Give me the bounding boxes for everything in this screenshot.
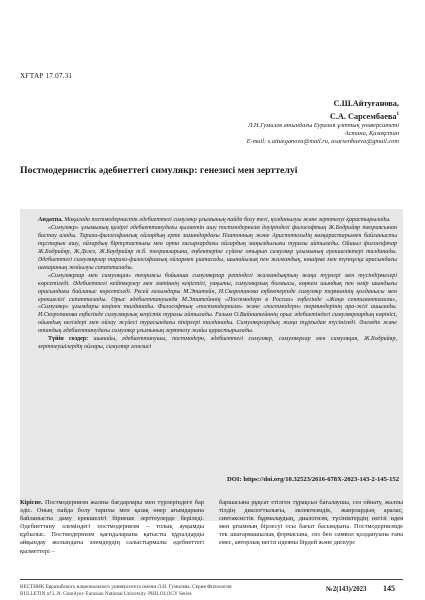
affiliation-line: Астана, Қазақстан xyxy=(344,129,399,137)
issue-number: №2(143)/2023 xyxy=(326,586,367,593)
journal-name: ВЕСТНИК Евразийского национального университета имени Л.Н. Гумилева. Серия Филология BULLETIN of L.N. Gumilyov Eurasian National University. PHILOLOGY Series xyxy=(20,584,232,597)
abstract-block xyxy=(20,209,403,521)
keywords: Түйін сөздер: шынайы, әдебиеттанушы, постмодерн, әдебиеттегі симулякр, симулякрлар мен симуляция, Ж.Бодрийяр, зерттеушілердің ойлары, симулякр генезисі xyxy=(38,336,397,351)
affiliation-line: Л.Н.Гумилев атындағы Еуразия ұлттық университеті xyxy=(248,121,399,129)
page-number: 145 xyxy=(383,584,395,593)
abstract-paragraph: «Симулякрлар мен симуляция» теориясы бойынша симулякрлар ретіндегі жалғандықтың жаңа түрлері мен түсіндірмелері көрсетіледі. Әдебиеттегі кейіпкерлер мен мәтіннің кеңістігі, уақыты, симулякрлық болмысы, көркем шындық пен өмір шындығы арасындағы байланыс көрсетіледі. Ресей ғалымдары М.Эпштейн, И.Скоропанова еңбектерінде симулякр терминінің қолданысы мен ерекшелігі сипатталады. Орыс әдебиеттануында М.Эпштейннің «Постмодерн в России» еңбегінде «Жаңа сентиментализм», «Симулякр» ұғымдары кеңінен талданады. Философтың «постмодернизм» және «постмодерн» терминдерінің ара-жігі ашылады. И.Скоропанова еңбегінде симулякрлық кеңістік туралы айтылады. Ғалым О.Вайнштейннің орыс әдебиетіндегі симулякрлардың көрінісі, ойындық негіздері мен ойлау жүйесі турасындағы пікірлері талданады. Симулякрлардың жаңа тұрғыдан түсініледі. Әлемдік және отандық әдебиеттанудағы симулякр ұғымының зерттелу жайы қарастырылады. xyxy=(38,272,397,335)
abstract-text xyxy=(38,217,397,352)
abstract-paragraph: «Симулякр» ұғымының қазіргі әдебиеттанудағы қызметін ашу постмодернизм дәуіріндегі философтың Ж.Бодрийяр теориясынан бастау алады. Тарихи-философиялық ойлардың ерте замандардағы Платонның және Аристотельдің көзқарастарымен байланысты тұстарын ашу, ойлардың біртұтастығы мен орта ғасырлардағы ойлардың маңыздылығы туралы айтылады. Ойшыл философтар Ж.Бодрийяр, Ж.Делез, Ж.Баудрийяр т.б. теорияларына, еңбектеріне сүйене отырып симулякр ұғымының ерекшеліктері талданады. Әдебиеттегі симулякрлар тарихи-философиялық ойлармен ұштасады, шынайылық пен жалғандық, көшірме мен түпнұсқа арасындағы шекараның жойылуы сипатталады. xyxy=(38,224,397,271)
keywords-label: Түйін сөздер: xyxy=(48,336,89,343)
doi-link[interactable]: DOI: https://doi.org/10.32523/2616-678X-2023-143-2-145-152 xyxy=(227,476,399,483)
body-column-right: баршасына рұқсат етілген тұрақсыз бағалаушы, сөз ойнату, жалпы тілдің диалогтылығы, эклектизмдік, жанрлардың аралас, синтаксистік бұрмалаудың, диалогизм, түсініктердің негізі идея мен ұғымның бірлесуі осы бағыт басымдығы. Постмодернизмде тек шығармашылық формасына, сөз бен символ қолдануына ғана емес, авторлық негізі идеяны бірдей және дискурс xyxy=(219,499,403,547)
footer-divider xyxy=(20,579,403,580)
author-name: С.А. Сарсембаева$^1$ xyxy=(329,111,399,121)
section-heading: Кіріспе. xyxy=(20,499,43,506)
abstract-label: Андатпа. xyxy=(38,217,63,223)
authors-block xyxy=(139,99,399,146)
abstract-paragraph: Андатпа. Мақалада постмодернистік әдебиеттегі симулякр ұғымының пайда болу тегі, қолданылуы және зерттелуі қарастырылады. xyxy=(38,217,391,223)
body-column-left: Кіріспе. Постмодернизм жалпы бағдарлары мен түрлеріндеге бар әдіс. Оның пайда болу тарихы мен қазақ өнер ағымдарына байланысты даму ерекшелігі бірнеше зерттеулерде беріледі. Әдебиеттану әлеміндегі постмодернизм – толық ауқымды құбылыс. Постмодернизм қағидаларына қатысты құралдарды айқындау жолындағы әлемдердің салыстырмалы әдебиеттегі қызметтері – xyxy=(20,499,204,555)
author-name: С.Ш.Айтуғанова, xyxy=(333,99,399,108)
classification-code: ХҒТАР 17.07.31 xyxy=(20,72,73,80)
author-email: E-mail: s.aitueganova@mail.ru, asarsenbaeva@gmail.com xyxy=(246,138,399,146)
article-title: Постмодернистік әдебиеттегі симулякр: генезисі мен зерттелуі xyxy=(20,165,298,176)
